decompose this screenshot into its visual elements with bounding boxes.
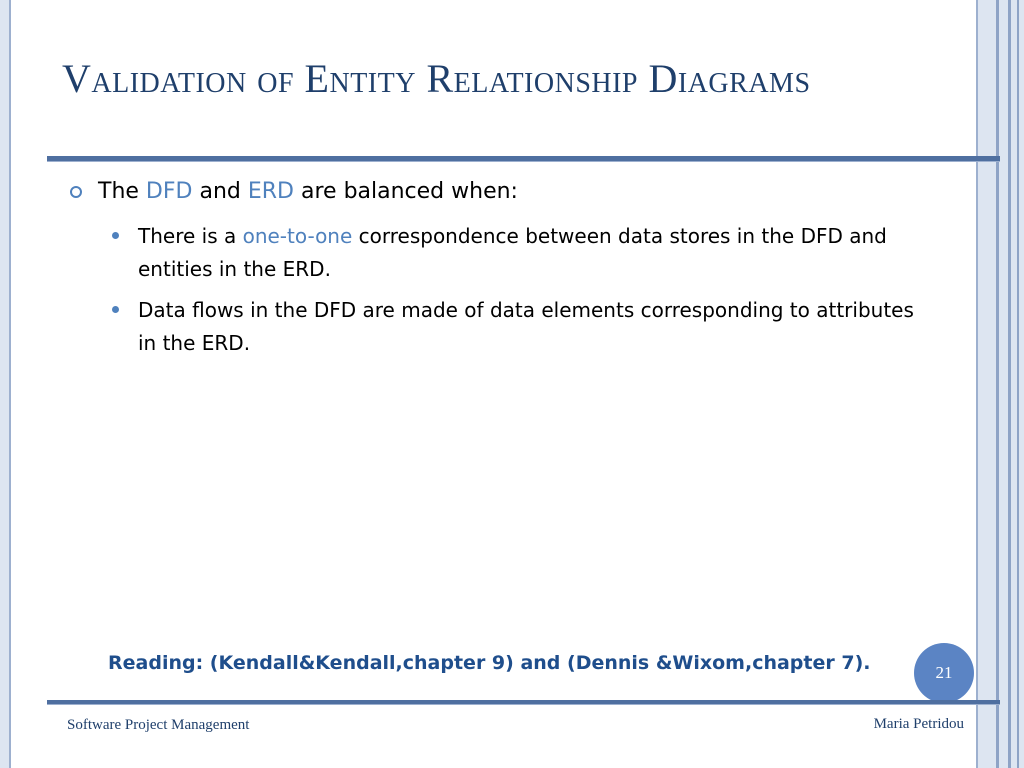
main-bullet: [70, 176, 930, 208]
slide-content: [70, 176, 930, 360]
sub-bullet-one-to-one: [70, 220, 930, 286]
main-bullet-mid: and: [192, 179, 248, 204]
slide-title: Validation of Entity Relationship Diagrams: [62, 56, 811, 101]
right-frame-stripes: [976, 0, 1024, 768]
title-divider-thin: [47, 161, 1000, 162]
left-frame-strip: [0, 0, 11, 768]
dot-bullet-icon: [112, 232, 119, 239]
main-bullet-prefix: The: [98, 179, 146, 204]
sub-bullet-1-highlight: one-to-one: [242, 224, 353, 248]
page-number-badge: 21: [914, 643, 974, 703]
sub-bullet-2-text: Data flows in the DFD are made of data elements corresponding to attributes in the ERD.: [138, 298, 914, 355]
reading-reference: Reading: (Kendall&Kendall,chapter 9) and (Dennis &Wixom,chapter 7).: [108, 652, 871, 674]
footer-course-name: Software Project Management: [67, 717, 250, 733]
footer-divider-thin: [47, 704, 1000, 705]
main-bullet-term-dfd: DFD: [145, 179, 193, 204]
sub-bullet-1-prefix: There is a: [138, 224, 243, 248]
main-bullet-term-erd: ERD: [247, 179, 294, 204]
ring-bullet-icon: [70, 186, 82, 198]
dot-bullet-icon: [112, 306, 119, 313]
sub-bullet-data-flows: [70, 294, 930, 360]
main-bullet-suffix: are balanced when:: [294, 179, 518, 204]
sub-bullet-1-suffix: correspondence between data stores in the DFD and entities in the ERD.: [138, 224, 887, 281]
footer-author: Maria Petridou: [873, 716, 964, 732]
